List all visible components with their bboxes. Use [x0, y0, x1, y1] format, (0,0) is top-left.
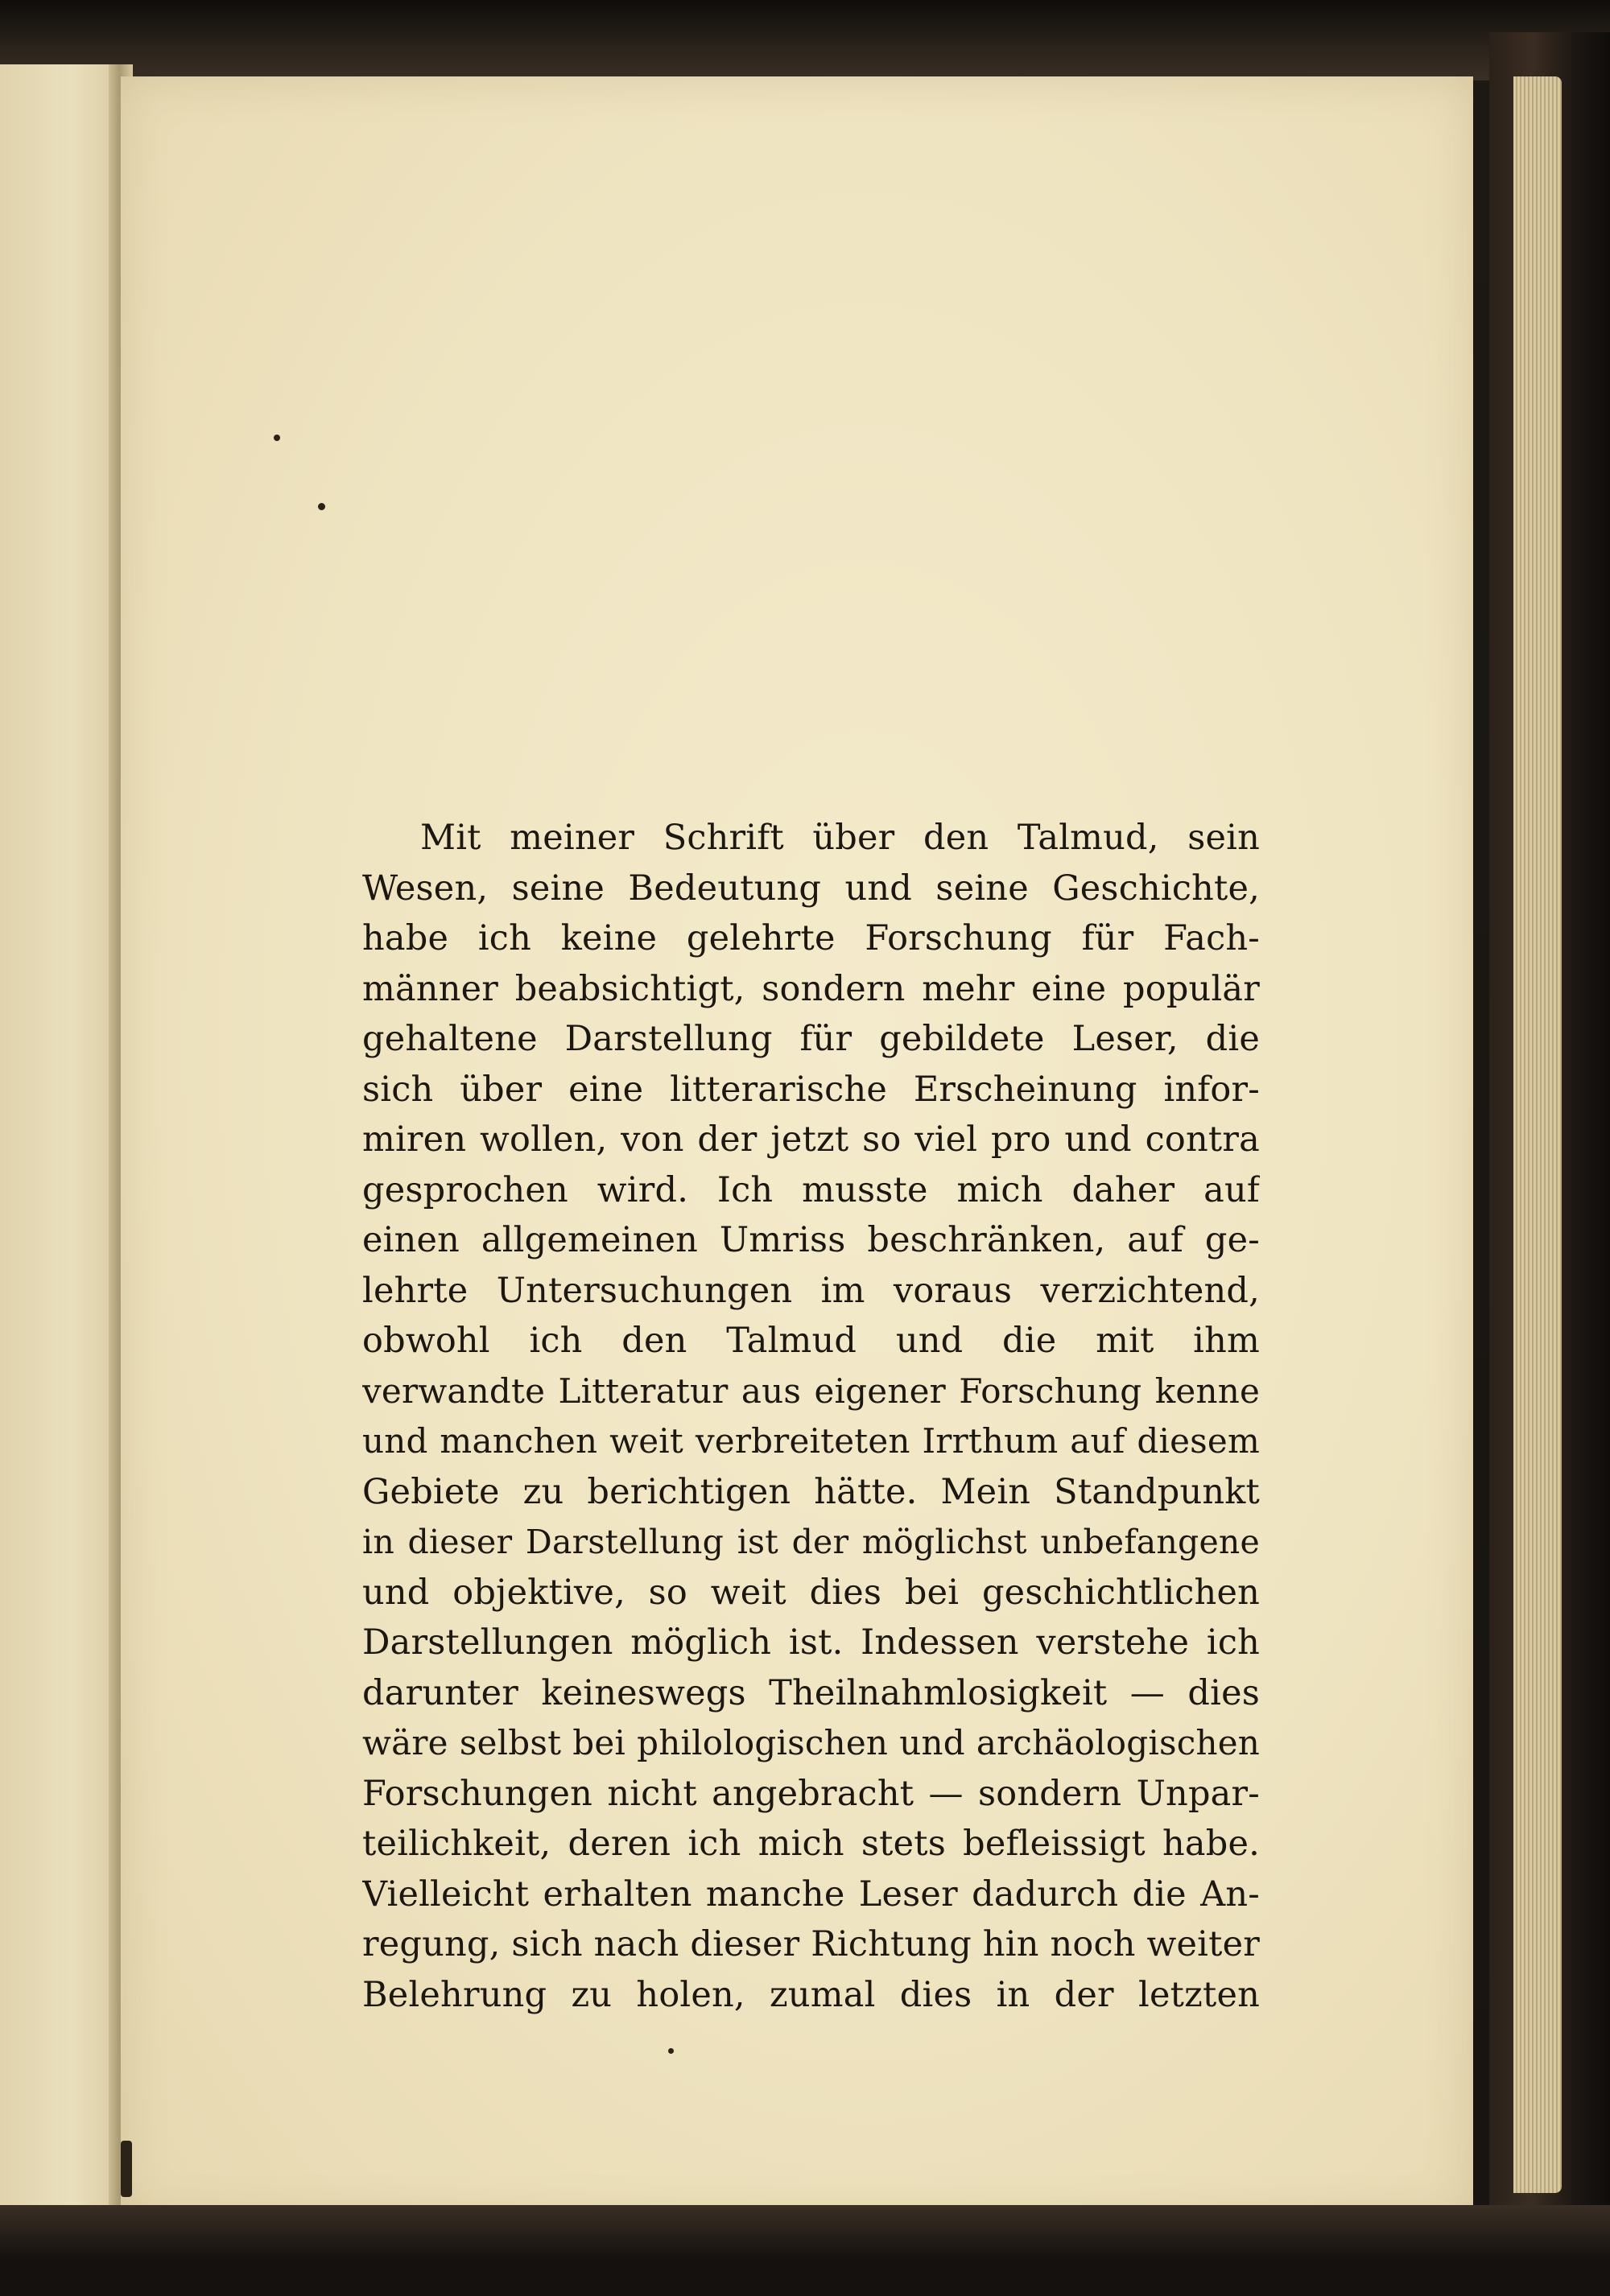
text-line: Darstellungen möglich ist. Indessen verstehe ich	[362, 1622, 1260, 1663]
text-line: Mit meiner Schrift über den Talmud, sein	[420, 818, 1260, 858]
text-line: Forschungen nicht angebracht — sondern Unpar-	[362, 1773, 1260, 1814]
text-line: wäre selbst bei philologischen und archäologischen	[362, 1723, 1260, 1762]
text-line: einen allgemeinen Umriss beschränken, auf ge-	[362, 1220, 1260, 1260]
text-line: miren wollen, von der jetzt so viel pro und contra	[362, 1119, 1260, 1160]
text-line: und manchen weit verbreiteten Irrthum auf diesem	[362, 1421, 1260, 1461]
book-cover-top-edge	[0, 0, 1610, 80]
text-line: obwohl ich den Talmud und die mit ihm	[362, 1321, 1260, 1361]
text-line: männer beabsichtigt, sondern mehr eine populär	[362, 968, 1260, 1009]
paper-speck	[274, 435, 280, 441]
text-line: regung, sich nach dieser Richtung hin noch weiter	[362, 1924, 1260, 1964]
text-line: lehrte Untersuchungen im voraus verzichtend,	[362, 1270, 1260, 1311]
text-line: Vielleicht erhalten manche Leser dadurch die An-	[362, 1873, 1260, 1915]
text-line: in dieser Darstellung ist der möglichst unbefangene	[362, 1523, 1260, 1561]
left-page-edge	[0, 64, 121, 2221]
body-text	[362, 813, 1260, 2020]
text-line: Wesen, seine Bedeutung und seine Geschichte,	[362, 868, 1260, 909]
text-line: sich über eine litterarische Erscheinung infor-	[362, 1069, 1260, 1110]
text-line: und objektive, so weit dies bei geschichtlichen	[362, 1572, 1260, 1613]
text-line: gesprochen wird. Ich musste mich daher auf	[362, 1169, 1260, 1210]
text-line: verwandte Litteratur aus eigener Forschung kenne	[362, 1371, 1260, 1411]
text-line: Gebiete zu berichtigen hätte. Mein Standpunkt	[362, 1471, 1260, 1512]
book-bottom-edge	[0, 2205, 1610, 2296]
page-stack-edge	[1513, 76, 1562, 2193]
text-line: teilichkeit, deren ich mich stets befleissigt habe.	[362, 1824, 1260, 1864]
text-line: darunter keineswegs Theilnahmlosigkeit — dies	[362, 1672, 1260, 1713]
text-line: habe ich keine gelehrte Forschung für Fach-	[362, 918, 1260, 958]
paper-speck	[318, 503, 325, 510]
paper-speck	[121, 2141, 132, 2197]
text-line: gehaltene Darstellung für gebildete Leser, die	[362, 1019, 1260, 1059]
paper-speck	[668, 2048, 674, 2054]
text-line: Belehrung zu holen, zumal dies in der letzten	[362, 1974, 1260, 2015]
